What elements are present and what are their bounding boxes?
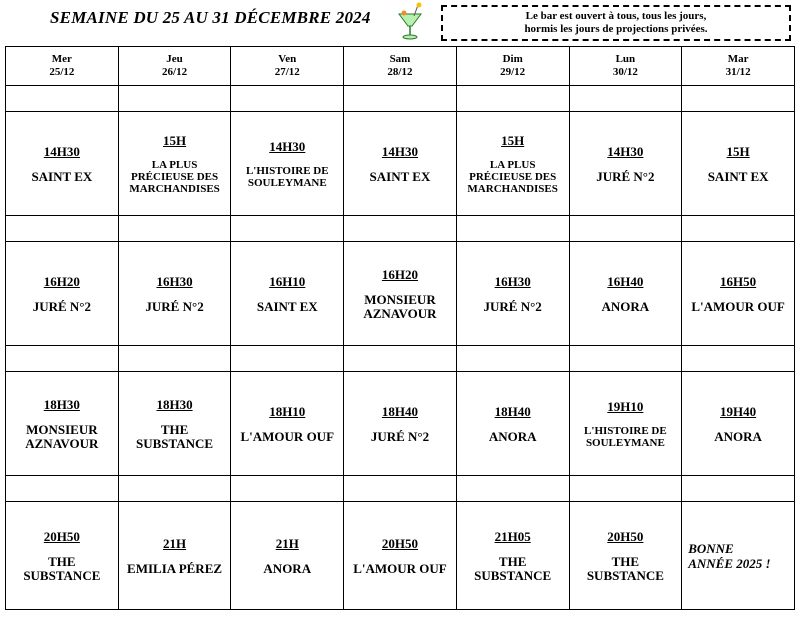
empty-cell bbox=[569, 86, 682, 112]
screening-cell bbox=[344, 242, 457, 346]
film-title: THE SUBSTANCE bbox=[136, 421, 214, 451]
separator-row bbox=[6, 216, 795, 242]
screening-cell bbox=[569, 372, 682, 476]
showtime: 16H30 bbox=[156, 273, 193, 289]
day-header-cell bbox=[118, 47, 231, 86]
empty-cell bbox=[569, 476, 682, 502]
film-title: THE SUBSTANCE bbox=[23, 553, 101, 583]
empty-cell bbox=[231, 216, 344, 242]
screening-cell bbox=[118, 502, 231, 610]
empty-cell bbox=[118, 476, 231, 502]
showtime: 20H50 bbox=[607, 528, 644, 544]
screening-cell bbox=[682, 372, 795, 476]
day-name: Dim bbox=[502, 53, 523, 65]
showtime: 15H bbox=[501, 132, 525, 148]
empty-cell bbox=[682, 346, 795, 372]
day-name: Ven bbox=[278, 53, 297, 65]
screening-row bbox=[6, 242, 795, 346]
film-title: SAINT EX bbox=[31, 168, 93, 184]
empty-cell bbox=[6, 86, 119, 112]
film-title: THE SUBSTANCE bbox=[586, 553, 664, 583]
screening-cell bbox=[569, 502, 682, 610]
showtime: 14H30 bbox=[381, 143, 419, 159]
empty-cell bbox=[456, 476, 569, 502]
screening-row bbox=[6, 372, 795, 476]
empty-cell bbox=[231, 86, 344, 112]
separator-row bbox=[6, 476, 795, 502]
showtime: 14H30 bbox=[269, 138, 306, 154]
empty-cell bbox=[231, 346, 344, 372]
film-title: JURÉ N°2 bbox=[596, 168, 655, 184]
screening-cell bbox=[344, 112, 457, 216]
screening-cell bbox=[118, 372, 231, 476]
showtime: 18H40 bbox=[494, 403, 531, 419]
bar-notice bbox=[441, 5, 791, 41]
screening-cell bbox=[682, 242, 795, 346]
showtime: 15H bbox=[726, 143, 750, 159]
screening-cell bbox=[456, 502, 569, 610]
separator-row bbox=[6, 86, 795, 112]
day-header-cell bbox=[569, 47, 682, 86]
film-title: MONSIEUR AZNAVOUR bbox=[363, 291, 437, 321]
day-date: 31/12 bbox=[725, 66, 751, 78]
day-date: 30/12 bbox=[612, 66, 638, 78]
screening-cell bbox=[456, 112, 569, 216]
screening-cell bbox=[344, 502, 457, 610]
empty-cell bbox=[456, 346, 569, 372]
film-title: MONSIEUR AZNAVOUR bbox=[25, 421, 99, 451]
empty-cell bbox=[344, 216, 457, 242]
showtime: 14H30 bbox=[607, 143, 644, 159]
day-date: 27/12 bbox=[274, 66, 300, 78]
day-header-cell bbox=[344, 47, 457, 86]
empty-cell bbox=[6, 346, 119, 372]
showtime: 16H50 bbox=[720, 273, 757, 289]
weekly-schedule bbox=[5, 46, 795, 610]
screening-cell bbox=[231, 372, 344, 476]
film-title: L'AMOUR OUF bbox=[691, 298, 785, 314]
empty-cell bbox=[344, 346, 457, 372]
showtime: 16H30 bbox=[494, 273, 531, 289]
showtime: 18H40 bbox=[381, 403, 419, 419]
greeting-line-2: ANNÉE 2025 ! bbox=[688, 555, 771, 571]
day-header-cell bbox=[231, 47, 344, 86]
day-name: Mer bbox=[51, 53, 72, 65]
empty-cell bbox=[682, 476, 795, 502]
film-title: LA PLUS PRÉCIEUSE DES MARCHANDISES bbox=[129, 158, 220, 195]
showtime: 19H40 bbox=[720, 403, 757, 419]
day-date: 28/12 bbox=[387, 66, 413, 78]
screening-cell bbox=[569, 242, 682, 346]
day-header-row bbox=[6, 47, 795, 86]
showtime: 21H bbox=[162, 535, 187, 551]
showtime: 16H40 bbox=[607, 273, 644, 289]
screening-cell bbox=[6, 112, 119, 216]
film-title: ANORA bbox=[488, 428, 537, 444]
film-title: ANORA bbox=[601, 298, 650, 314]
screening-cell bbox=[231, 502, 344, 610]
day-header-cell bbox=[456, 47, 569, 86]
showtime: 16H20 bbox=[381, 266, 419, 282]
film-title: JURÉ N°2 bbox=[370, 428, 430, 444]
screening-row bbox=[6, 502, 795, 610]
showtime: 18H30 bbox=[156, 396, 193, 412]
empty-cell bbox=[6, 216, 119, 242]
screening-cell bbox=[231, 112, 344, 216]
day-date: 26/12 bbox=[162, 66, 188, 78]
film-title: SAINT EX bbox=[256, 298, 318, 314]
empty-cell bbox=[569, 346, 682, 372]
day-header-cell bbox=[6, 47, 119, 86]
empty-cell bbox=[569, 216, 682, 242]
empty-cell bbox=[682, 86, 795, 112]
film-title: EMILIA PÉREZ bbox=[127, 560, 223, 576]
day-date: 25/12 bbox=[49, 66, 75, 78]
screening-cell bbox=[6, 372, 119, 476]
film-title: SAINT EX bbox=[707, 168, 769, 184]
showtime: 20H50 bbox=[43, 528, 80, 544]
empty-cell bbox=[118, 346, 231, 372]
film-title: THE SUBSTANCE bbox=[474, 553, 552, 583]
empty-cell bbox=[456, 216, 569, 242]
empty-cell bbox=[456, 86, 569, 112]
film-title: JURÉ N°2 bbox=[32, 298, 91, 314]
screening-cell bbox=[456, 372, 569, 476]
day-date: 29/12 bbox=[500, 66, 526, 78]
day-name: Mar bbox=[727, 53, 749, 65]
screening-row bbox=[6, 112, 795, 216]
screening-cell bbox=[456, 242, 569, 346]
film-title: L'HISTOIRE DE SOULEYMANE bbox=[584, 424, 667, 449]
day-name: Lun bbox=[615, 53, 636, 65]
film-title: SAINT EX bbox=[369, 168, 431, 184]
film-title: JURÉ N°2 bbox=[483, 298, 542, 314]
empty-cell bbox=[682, 216, 795, 242]
screening-cell bbox=[6, 242, 119, 346]
screening-cell bbox=[682, 502, 795, 610]
empty-cell bbox=[6, 476, 119, 502]
screening-cell bbox=[118, 242, 231, 346]
film-title: JURÉ N°2 bbox=[145, 298, 204, 314]
showtime: 16H10 bbox=[269, 273, 306, 289]
showtime: 21H05 bbox=[494, 528, 531, 544]
page-title: SEMAINE DU 25 AU 31 DÉCEMBRE 2024 bbox=[50, 8, 371, 27]
day-name: Jeu bbox=[166, 53, 183, 65]
film-title: ANORA bbox=[714, 428, 762, 444]
empty-cell bbox=[118, 86, 231, 112]
showtime: 19H10 bbox=[607, 398, 644, 414]
film-title: L'HISTOIRE DE SOULEYMANE bbox=[245, 164, 329, 189]
day-header-cell bbox=[682, 47, 795, 86]
separator-row bbox=[6, 346, 795, 372]
empty-cell bbox=[344, 86, 457, 112]
showtime: 18H30 bbox=[43, 396, 80, 412]
notice-line-2: hormis les jours de projections privées. bbox=[524, 23, 708, 35]
empty-cell bbox=[344, 476, 457, 502]
showtime: 21H bbox=[275, 535, 299, 551]
cocktail-icon bbox=[396, 2, 424, 42]
film-title: ANORA bbox=[263, 560, 312, 576]
showtime: 18H10 bbox=[269, 403, 306, 419]
screening-cell bbox=[118, 112, 231, 216]
film-title: L'AMOUR OUF bbox=[353, 560, 447, 576]
showtime: 20H50 bbox=[381, 535, 419, 551]
screening-cell bbox=[344, 372, 457, 476]
film-title: LA PLUS PRÉCIEUSE DES MARCHANDISES bbox=[467, 158, 558, 195]
showtime: 16H20 bbox=[43, 273, 80, 289]
day-name: Sam bbox=[389, 53, 411, 65]
screening-cell bbox=[6, 502, 119, 610]
empty-cell bbox=[231, 476, 344, 502]
showtime: 14H30 bbox=[43, 143, 80, 159]
screening-cell bbox=[682, 112, 795, 216]
showtime: 15H bbox=[162, 132, 187, 148]
screening-cell bbox=[569, 112, 682, 216]
screening-cell bbox=[231, 242, 344, 346]
film-title: L'AMOUR OUF bbox=[240, 428, 335, 444]
empty-cell bbox=[118, 216, 231, 242]
greeting-line-1: BONNE bbox=[688, 540, 734, 556]
notice-line-1: Le bar est ouvert à tous, tous les jours, bbox=[525, 10, 707, 22]
